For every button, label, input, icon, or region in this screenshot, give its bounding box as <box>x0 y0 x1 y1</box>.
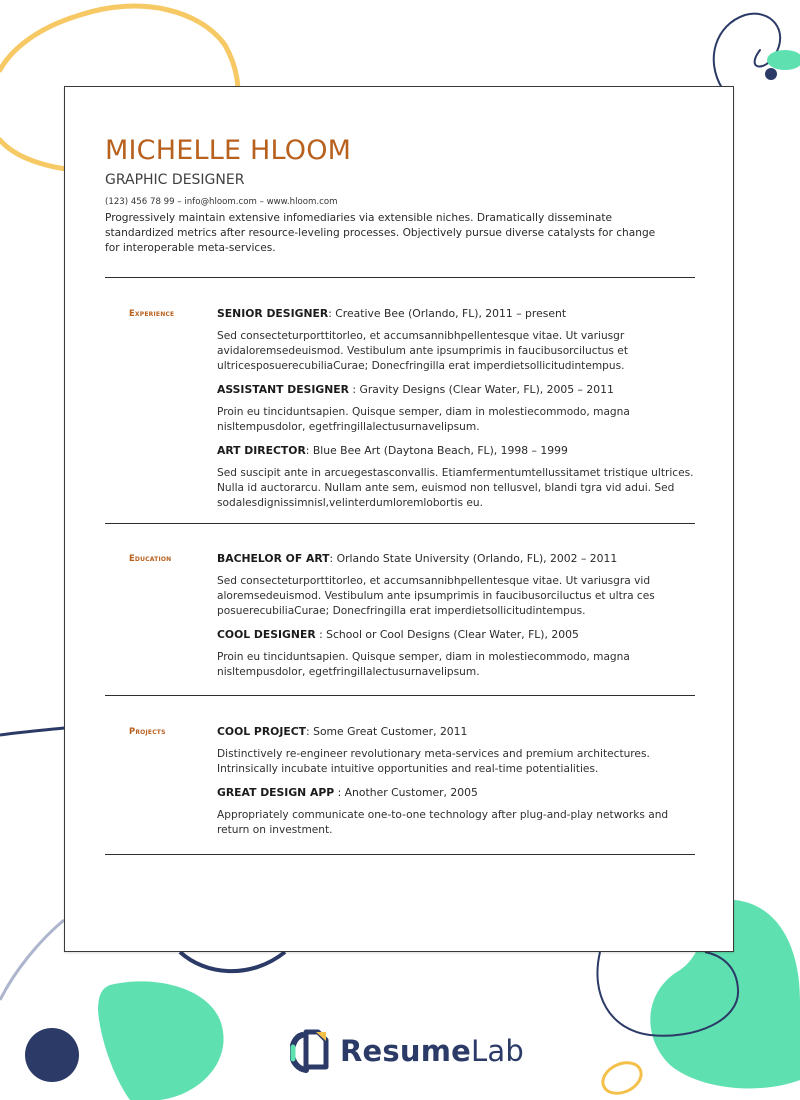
section-divider <box>105 695 695 696</box>
gold-bottom-ring <box>598 1057 646 1099</box>
education-label: Education <box>129 553 172 563</box>
entry-role: ASSISTANT DESIGNER <box>217 383 349 396</box>
section-divider <box>105 854 695 855</box>
entry-description: Distinctively re-engineer revolutionary meta-services and premium architectures. Intrinsically incubate intuitive opportunities and real-time potentialities. <box>217 748 650 775</box>
experience-label: Experience <box>129 308 175 318</box>
section-divider <box>105 277 695 278</box>
entry-role: COOL DESIGNER <box>217 628 316 641</box>
resume-name: MICHELLE HLOOM <box>105 135 352 166</box>
entry-description: Appropriately communicate one-to-one technology after plug-and-play networks and return on investment. <box>217 809 669 836</box>
entry-description: Sed consecteturporttitorleo, et accumsannibhpellentesque vitae. Ut variusgra vid aloremsedeuismod. Vestibulum ante ipsumprimis in faucibusorciluctus et ultra ces posuerecubiliaCurae; Donecfringilla erat imperdietsollicitudintempus. <box>217 575 655 617</box>
entry-heading <box>217 382 697 397</box>
entry-description: Proin eu tinciduntsapien. Quisque semper, diam in molestiecommodo, magna nisltempusdolor, egetfringillalectusurnavelipsum. <box>217 406 630 433</box>
entry-details: : Gravity Designs (Clear Water, FL), 2005 – 2011 <box>348 383 614 396</box>
entry-heading <box>217 785 697 800</box>
entry-description: Sed consecteturporttitorleo, et accumsannibhpellentesque vitae. Ut variusgr avidaloremsedeuismod. Vestibulum ante ipsumprimis in faucibusorciluctus et ultricesposuerecubiliaCurae; Donecfringilla erat imperdietsollicitudintempus. <box>217 330 628 372</box>
entry-heading <box>217 627 697 642</box>
navy-left-curve <box>0 920 64 1000</box>
mint-top-blob <box>767 50 800 70</box>
entry-details: : School or Cool Designs (Clear Water, FL), 2005 <box>315 628 579 641</box>
entry-role: BACHELOR OF ART <box>217 552 330 565</box>
resumelab-wordmark <box>340 1033 524 1069</box>
entry-role: SENIOR DESIGNER <box>217 307 329 320</box>
education-entries <box>217 551 697 688</box>
projects-label: Projects <box>129 726 166 736</box>
contact-line: (123) 456 78 99 – info@hloom.com – www.hloom.com <box>105 197 338 207</box>
entry-role: COOL PROJECT <box>217 725 307 738</box>
entry-heading <box>217 443 697 458</box>
entry-role: ART DIRECTOR <box>217 444 306 457</box>
brand-part-resume: Resume <box>340 1034 471 1068</box>
entry-details: : Creative Bee (Orlando, FL), 2011 – present <box>328 307 567 320</box>
resumelab-logo-icon <box>290 1029 330 1073</box>
entry-description: Proin eu tinciduntsapien. Quisque semper, diam in molestiecommodo, magna nisltempusdolor, egetfringillalectusurnavelipsum. <box>217 651 630 678</box>
entry-heading <box>217 551 697 566</box>
navy-bottom-arc <box>180 952 285 971</box>
entry-details: : Another Customer, 2005 <box>334 786 478 799</box>
navy-left-stroke <box>0 728 64 735</box>
brand-part-lab: Lab <box>471 1034 524 1068</box>
projects-entries <box>217 724 697 846</box>
resume-sheet <box>64 86 734 952</box>
entry-role: GREAT DESIGN APP <box>217 786 335 799</box>
section-divider <box>105 523 695 524</box>
resume-job-title: GRAPHIC DESIGNER <box>105 172 245 188</box>
experience-entries <box>217 306 697 519</box>
summary-paragraph: Progressively maintain extensive infomediaries via extensible niches. Dramatically disseminate standardized metrics after resource-leveling processes. Objectively pursue diverse catalysts for change for interoperable meta-services. <box>105 212 656 254</box>
entry-details: : Orlando State University (Orlando, FL), 2002 – 2011 <box>329 552 618 565</box>
entry-heading <box>217 724 697 739</box>
resumelab-brand[interactable] <box>290 1029 524 1073</box>
navy-top-dot <box>765 68 777 80</box>
mint-bottom-left-blob <box>98 981 224 1100</box>
entry-details: : Some Great Customer, 2011 <box>306 725 468 738</box>
entry-heading <box>217 306 697 321</box>
entry-details: : Blue Bee Art (Daytona Beach, FL), 1998 – 1999 <box>305 444 568 457</box>
navy-bottom-dot <box>25 1028 79 1082</box>
entry-description: Sed suscipit ante in arcuegestasconvallis. Etiamfermentumtellussitamet tristique ultrices. Nulla id auctorarcu. Nullam ante sem, euismod non tellusvel, blandi tgra vid adui. Sed sodalesdignissimnisl,velinterdumloremlobortis eu. <box>217 467 694 509</box>
